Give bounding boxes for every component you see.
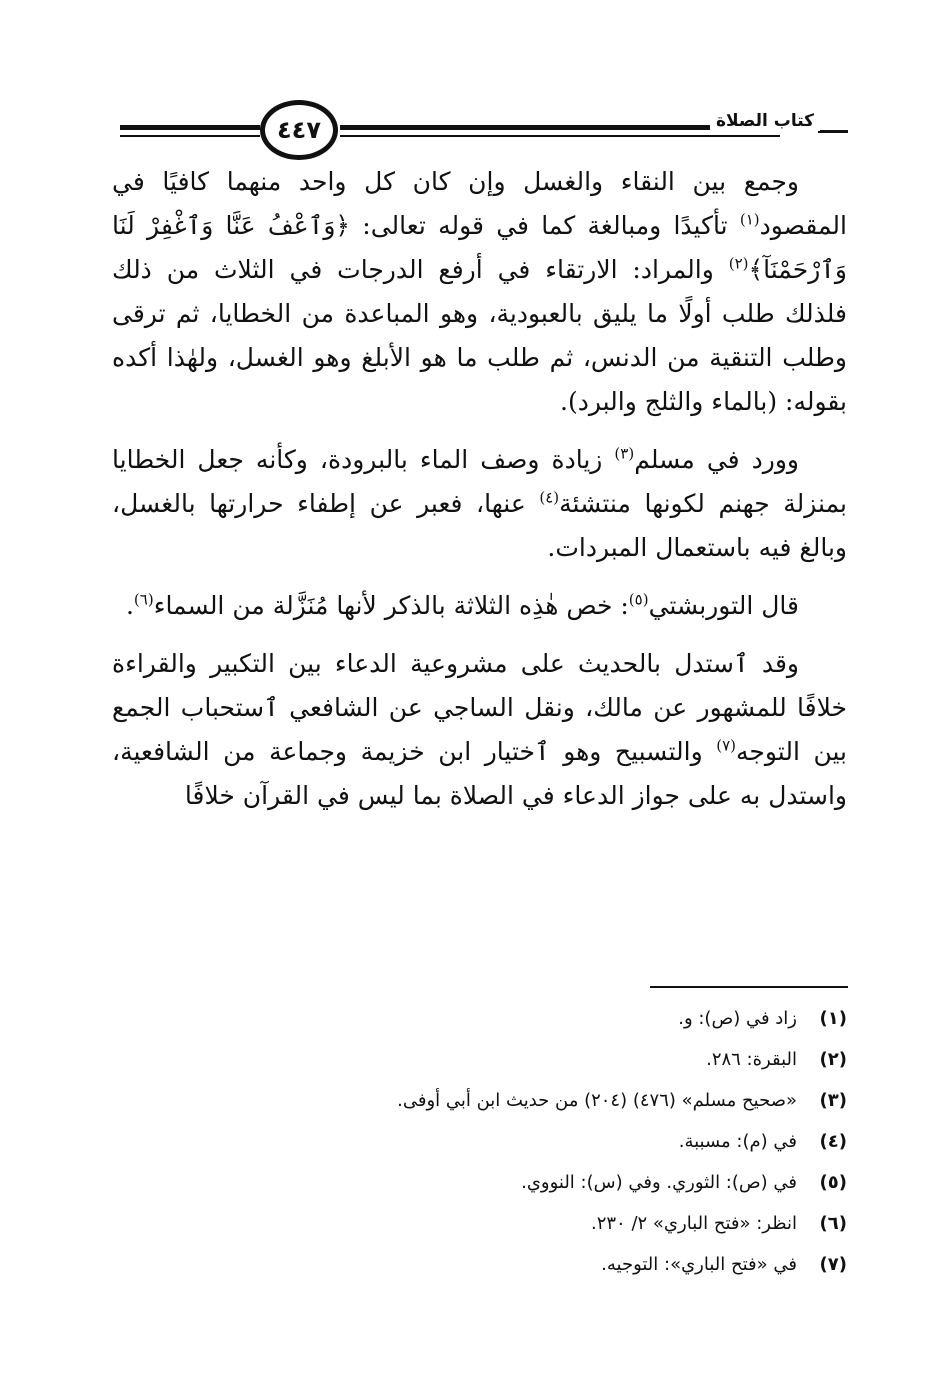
header-rule (818, 130, 848, 133)
footnote-ref: (٦) (133, 590, 154, 609)
footnote-text: في (م): مسببة. (678, 1131, 797, 1152)
footnote-number: (٣) (819, 1090, 847, 1111)
body-paragraph (112, 642, 847, 818)
footnote-text: في «فتح الباري»: التوجيه. (601, 1254, 797, 1275)
body-paragraph (112, 584, 847, 628)
footnote-text: «صحيح مسلم» (٤٧٦) (٢٠٤) من حديث ابن أبي أوفى. (397, 1090, 797, 1111)
page-number: ٤٤٧ (260, 100, 338, 160)
footnote-text: البقرة: ٢٨٦. (706, 1049, 797, 1070)
paragraph-text: . (125, 591, 134, 620)
header-rule (340, 135, 780, 137)
footnote-number: (٦) (819, 1213, 847, 1234)
header-rule (120, 135, 260, 137)
footnote (112, 1244, 847, 1285)
footnote-text: في (ص): الثوري. وفي (س): النووي. (521, 1172, 797, 1193)
body-paragraph (112, 438, 847, 570)
footnote-number: (٤) (819, 1131, 847, 1152)
paragraph-text: والمراد: الارتقاء في أرفع الدرجات في الثلاث من ذلك فلذلك طلب أولًا ما يليق بالعبودية، وهو المباعدة من الخطايا، ثم ترقى وطلب التنقية من الدنس، ثم طلب ما هو الأبلغ وهو الغسل، ولهٰذا أكده بقوله: (بالماء والثلج والبرد). (112, 255, 847, 416)
footnote (112, 1121, 847, 1162)
footnotes (112, 998, 847, 1285)
footnote-ref: (٤) (539, 488, 560, 507)
paragraph-text: عنها، فعبر عن إطفاء حرارتها بالغسل، وبالغ فيه باستعمال المبردات. (112, 489, 847, 562)
footnote-ref: (٢) (728, 254, 749, 273)
paragraph-text: وقد ٱستدل بالحديث على مشروعية الدعاء بين التكبير والقراءة خلافًا للمشهور عن مالك، ونقل الساجي عن الشافعي ٱستحباب الجمع بين التوجه (112, 649, 848, 766)
footnote-number: (٧) (819, 1254, 847, 1275)
footnote-number: (٥) (819, 1172, 847, 1193)
paragraph-text: وجمع بين النقاء والغسل وإن كان كل واحد منهما كافيًا في المقصود (112, 167, 847, 240)
paragraph-text: : خص هٰذِه الثلاثة بالذكر لأنها مُنَزَّلة من السماء (153, 591, 629, 620)
footnote-ref: (٥) (628, 590, 649, 609)
footnote-ref: (٧) (716, 736, 737, 755)
footnote-separator (650, 986, 848, 988)
footnote-text: زاد في (ص): و. (678, 1008, 797, 1029)
paragraph-text: وورد في مسلم (634, 445, 800, 474)
footnote-ref: (١) (739, 210, 760, 229)
paragraph-text: والتسبيح وهو ٱختيار ابن خزيمة وجماعة من الشافعية، واستدل به على جواز الدعاء في الصلاة بما ليس في القرآن خلافًا (112, 737, 847, 810)
footnote (112, 1162, 847, 1203)
paragraph-text: زيادة وصف الماء بالبرودة، وكأنه جعل الخطايا بمنزلة جهنم لكونها منتشئة (112, 445, 848, 518)
footnote-number: (٢) (819, 1049, 847, 1070)
paragraph-text: قال التوربشتي (648, 591, 799, 620)
footnote-number: (١) (819, 1008, 847, 1029)
footnote (112, 1080, 847, 1121)
footnote-ref: (٣) (614, 444, 635, 463)
body-paragraph (112, 160, 847, 424)
paragraph-text: تأكيدًا ومبالغة كما في قوله تعالى: ﴿وَٱعْفُ عَنَّا وَٱغْفِرْ لَنَا وَٱرْحَمْنَآ﴾ (112, 211, 847, 284)
running-title: كتاب الصلاة (710, 111, 820, 131)
footnote (112, 998, 847, 1039)
footnote-text: انظر: «فتح الباري» ٢/ ٢٣٠. (590, 1213, 797, 1234)
page-header (110, 95, 846, 165)
header-rule (120, 125, 260, 130)
footnote (112, 1203, 847, 1244)
footnote (112, 1039, 847, 1080)
main-text (112, 160, 847, 832)
